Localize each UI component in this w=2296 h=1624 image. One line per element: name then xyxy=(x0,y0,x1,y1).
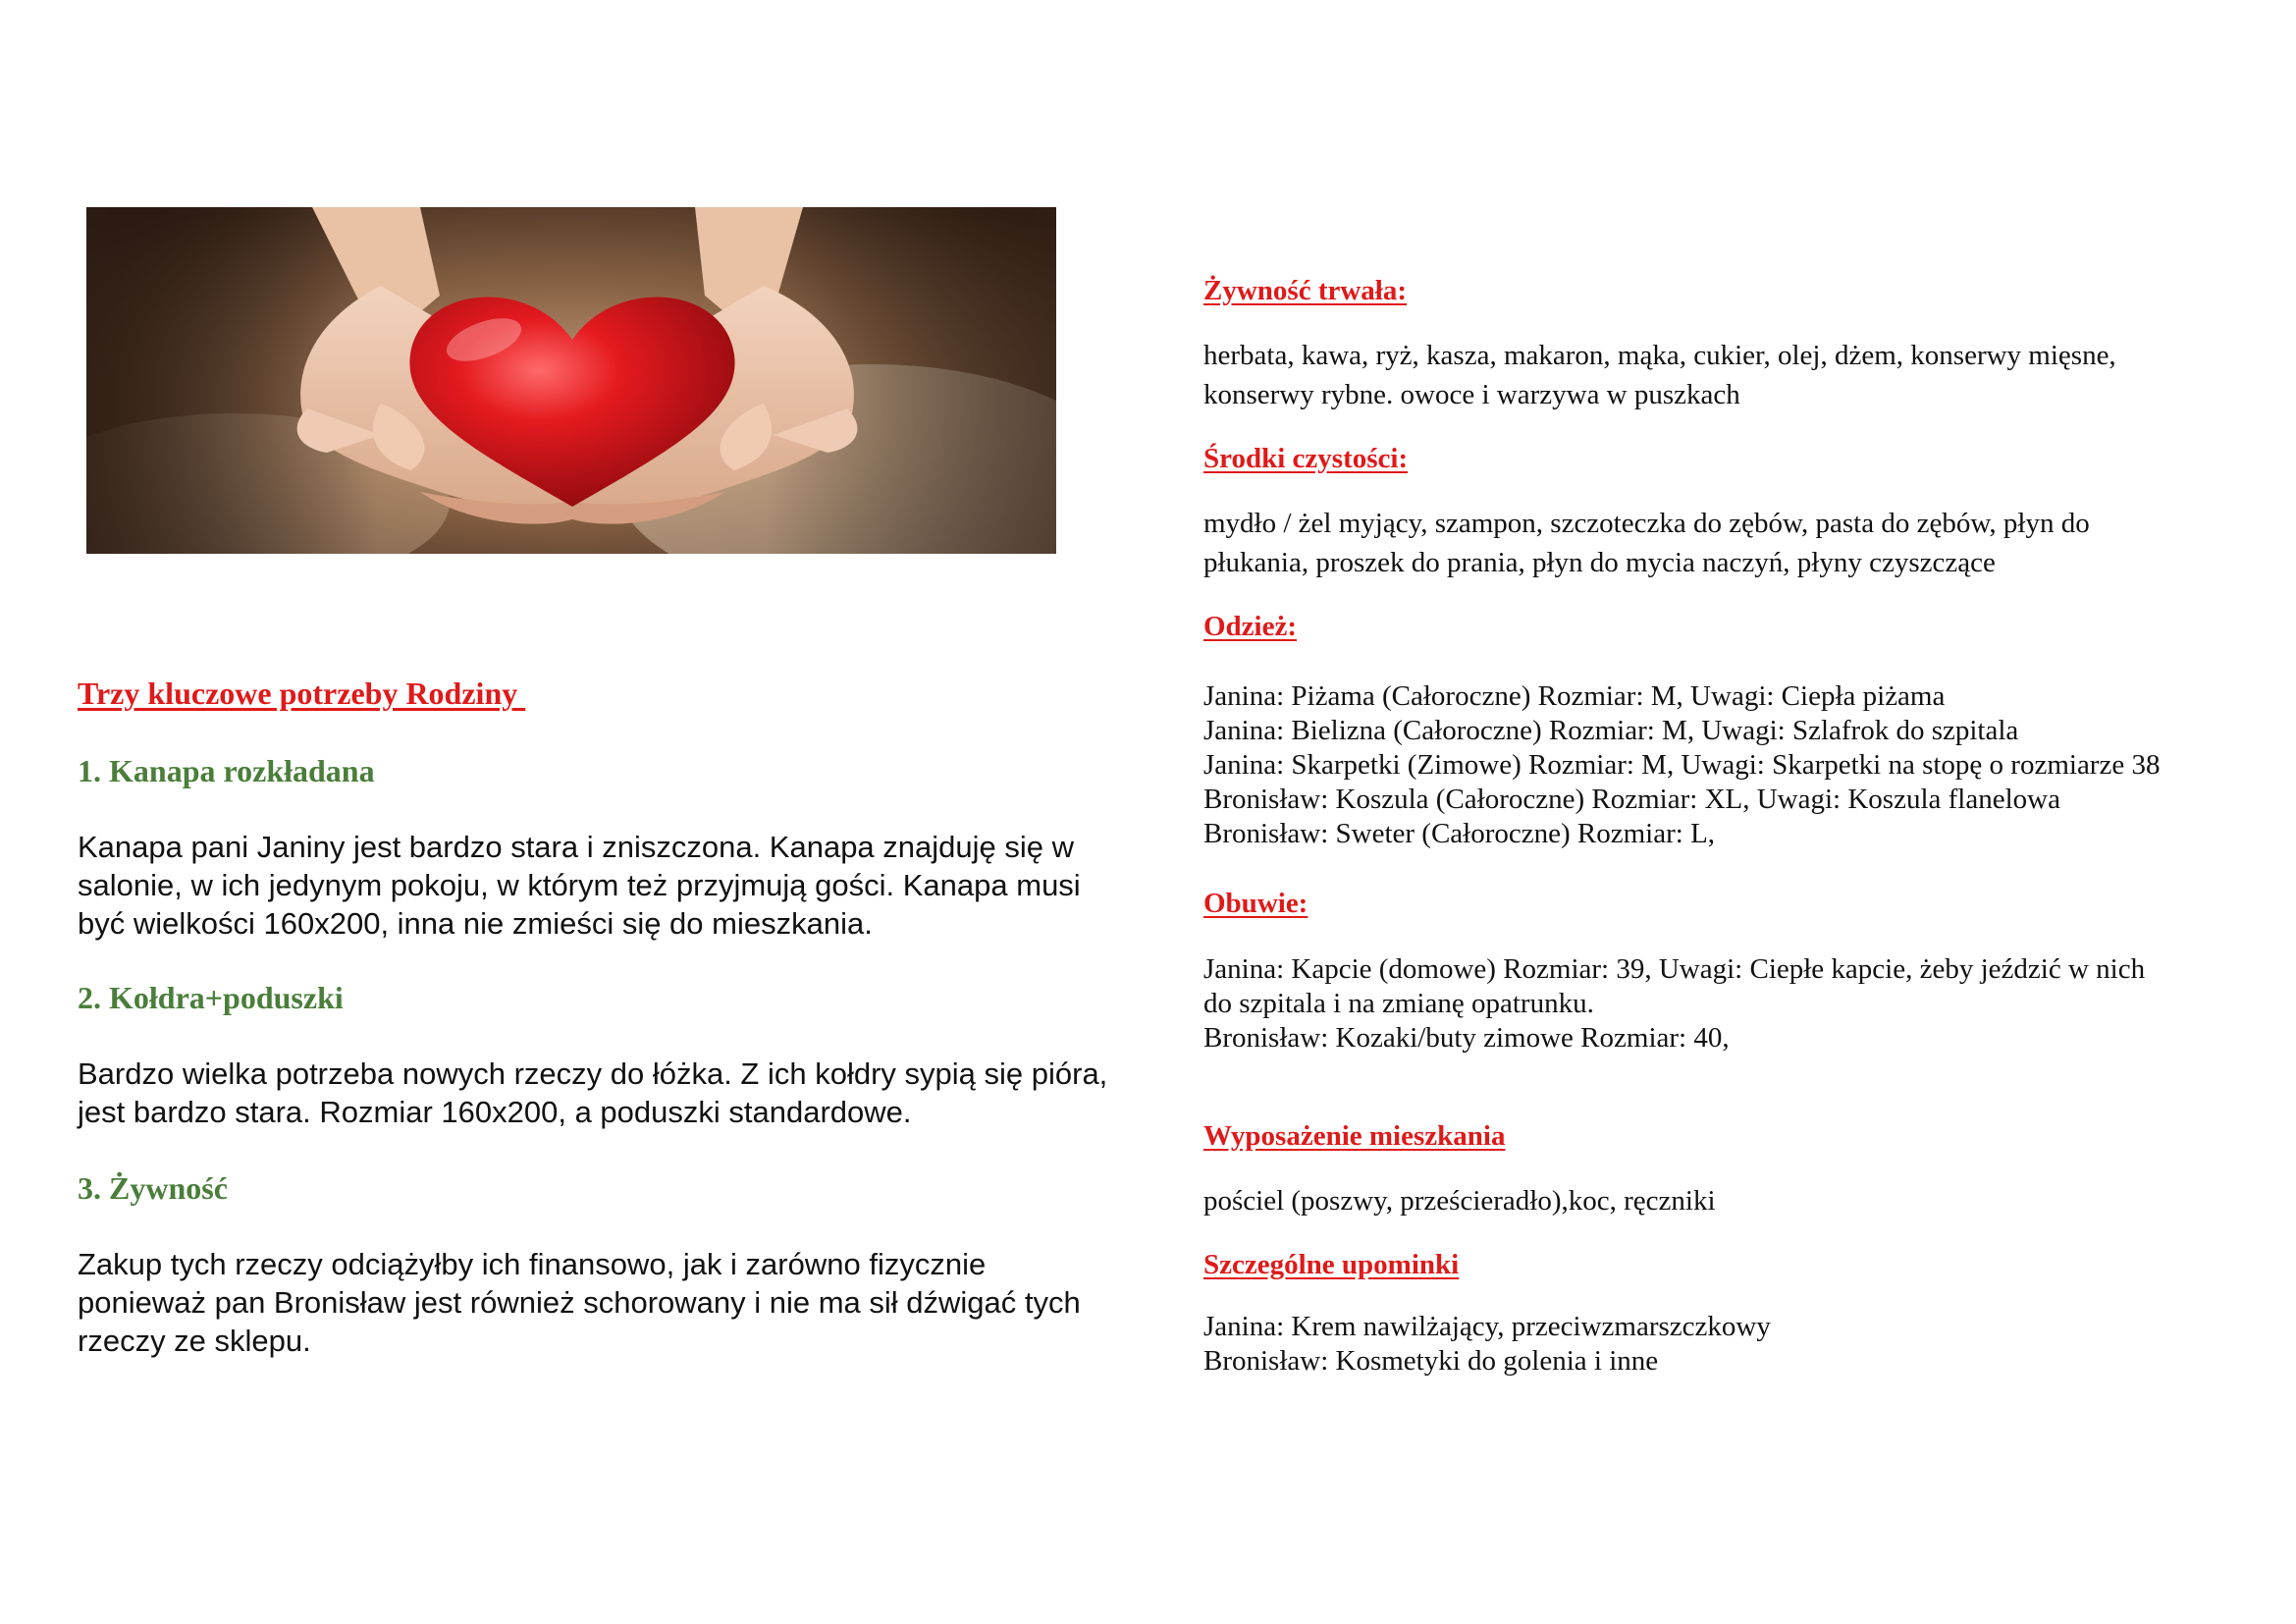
key-needs-title: Trzy kluczowe potrzeby Rodziny xyxy=(78,676,526,711)
text-line: Kanapa pani Janiny jest bardzo stara i zniszczona. Kanapa znajduję się w xyxy=(78,830,1075,864)
text-line: herbata, kawa, ryż, kasza, makaron, mąka, cukier, olej, dżem, konserwy mięsne, xyxy=(1203,340,2116,371)
text-line: konserwy rybne. owoce i warzywa w puszkach xyxy=(1203,379,1740,410)
special-gifts-heading: Szczególne upominki xyxy=(1203,1249,1460,1280)
shoes-items xyxy=(1203,952,2273,1056)
need-description-bedding xyxy=(78,1055,1138,1131)
text-line: pościel (poszwy, prześcieradło),koc, ręczniki xyxy=(1203,1185,1716,1217)
heart-hands-illustration xyxy=(86,207,1056,554)
home-equipment-items xyxy=(1203,1181,2264,1220)
need-heading-food: 3. Żywność xyxy=(78,1170,228,1206)
home-equipment-heading: Wyposażenie mieszkania xyxy=(1203,1120,1506,1152)
need-description-food xyxy=(78,1245,1138,1360)
need-heading-sofa: 1. Kanapa rozkładana xyxy=(78,753,375,788)
text-line: Zakup tych rzeczy odciążyłby ich finansowo, jak i zarówno fizycznie xyxy=(78,1247,987,1281)
need-description-sofa xyxy=(78,828,1138,943)
text-line: Bardzo wielka potrzeba nowych rzeczy do łóżka. Z ich kołdry sypią się pióra, xyxy=(78,1056,1108,1091)
cleaning-items xyxy=(1203,504,2264,582)
text-line: Bronisław: Kosmetyki do golenia i inne xyxy=(1203,1345,1659,1377)
text-line: salonie, w ich jedynym pokoju, w którym też przyjmują gości. Kanapa musi xyxy=(78,868,1081,902)
text-line: mydło / żel myjący, szampon, szczoteczka do zębów, pasta do zębów, płyn do xyxy=(1203,508,2090,539)
text-line: być wielkości 160x200, inna nie zmieści się do mieszkania. xyxy=(78,906,873,941)
text-line: Bronisław: Kozaki/buty zimowe Rozmiar: 40, xyxy=(1203,1022,1730,1054)
clothing-items xyxy=(1203,679,2273,851)
cleaning-heading: Środki czystości: xyxy=(1203,443,1409,474)
special-gifts-items xyxy=(1203,1310,2273,1379)
food-heading: Żywność trwała: xyxy=(1203,275,1408,306)
text-line: jest bardzo stara. Rozmiar 160x200, a poduszki standardowe. xyxy=(78,1095,912,1129)
text-line: płukania, proszek do prania, płyn do mycia naczyń, płyny czyszczące xyxy=(1203,547,1996,578)
clothing-heading: Odzież: xyxy=(1203,611,1298,642)
text-line: rzeczy ze sklepu. xyxy=(78,1324,311,1358)
need-heading-bedding: 2. Kołdra+poduszki xyxy=(78,980,344,1015)
text-line: Bronisław: Koszula (Całoroczne) Rozmiar: XL, Uwagi: Koszula flanelowa xyxy=(1203,784,2060,815)
text-line: Janina: Kapcie (domowe) Rozmiar: 39, Uwagi: Ciepłe kapcie, żeby jeździć w nich xyxy=(1203,953,2146,985)
heart-in-hands-photo xyxy=(86,207,1056,554)
text-line: Janina: Krem nawilżający, przeciwzmarszczkowy xyxy=(1203,1311,1771,1342)
shoes-heading: Obuwie: xyxy=(1203,888,1308,919)
text-line: Janina: Piżama (Całoroczne) Rozmiar: M, Uwagi: Ciepła piżama xyxy=(1203,680,1946,712)
text-line: do szpitala i na zmianę opatrunku. xyxy=(1203,988,1594,1019)
food-items xyxy=(1203,336,2264,414)
text-line: Bronisław: Sweter (Całoroczne) Rozmiar: L, xyxy=(1203,818,1716,849)
text-line: Janina: Skarpetki (Zimowe) Rozmiar: M, Uwagi: Skarpetki na stopę o rozmiarze 38 xyxy=(1203,749,2161,781)
text-line: Janina: Bielizna (Całoroczne) Rozmiar: M, Uwagi: Szlafrok do szpitala xyxy=(1203,715,2019,746)
text-line: ponieważ pan Bronisław jest również schorowany i nie ma sił dźwigać tych xyxy=(78,1285,1081,1320)
